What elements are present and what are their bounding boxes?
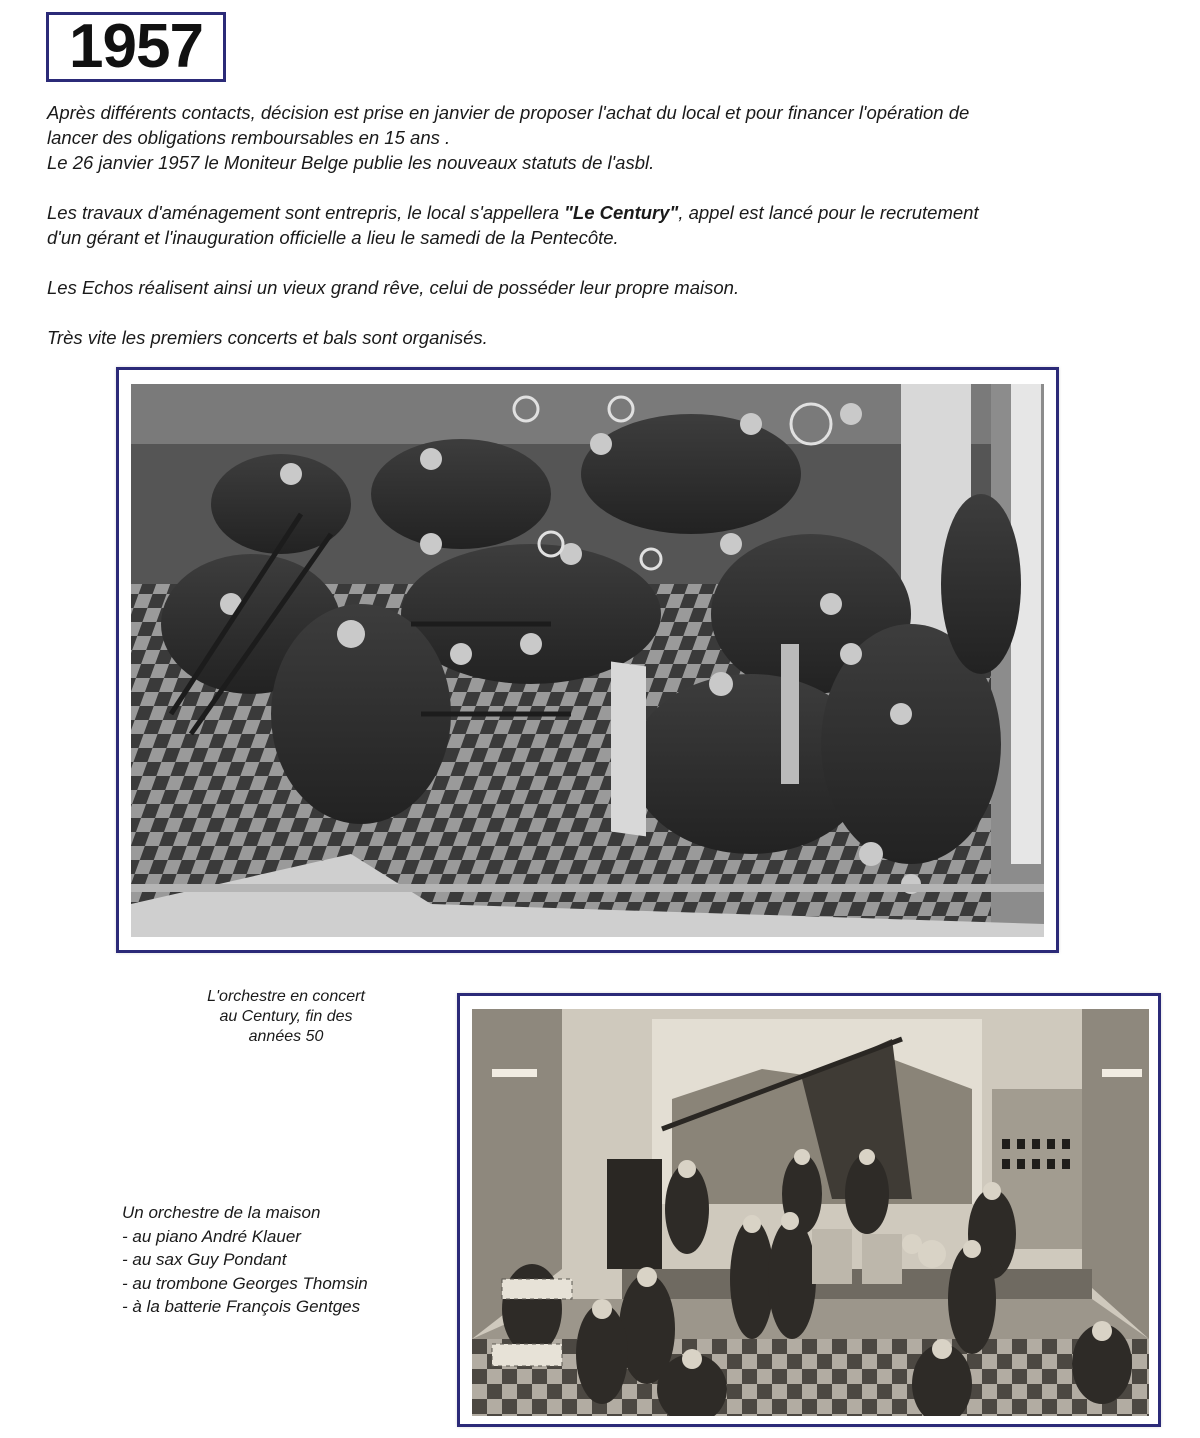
intro-text xyxy=(47,100,1177,350)
house-band-trombonist: - au trombone Georges Thomsin xyxy=(122,1273,368,1293)
paragraph-4: Très vite les premiers concerts et bals sont organisés. xyxy=(47,327,488,348)
concert-photo-frame xyxy=(116,367,1059,953)
house-band-title: Un orchestre de la maison xyxy=(122,1203,321,1222)
paragraph-1-line-1: Après différents contacts, décision est prise en janvier de proposer l'achat du local et pour financer l'opération de xyxy=(47,102,970,123)
house-band-caption xyxy=(122,1201,452,1319)
dance-hall-photo-drawing xyxy=(472,1009,1149,1416)
concert-caption-line-3: années 50 xyxy=(248,1028,324,1045)
orchestra-photo xyxy=(131,384,1044,937)
dance-hall-photo xyxy=(472,1009,1149,1416)
dance-photo-frame xyxy=(457,993,1161,1427)
year-heading-box xyxy=(46,12,226,82)
concert-caption-line-2: au Century, fin des xyxy=(219,1008,353,1025)
paragraph-2-line-1 xyxy=(47,200,1177,225)
paragraph-2-before: Les travaux d'aménagement sont entrepris, le local s'appellera xyxy=(47,202,565,223)
century-name: "Le Century" xyxy=(564,202,679,223)
orchestra-photo-drawing xyxy=(131,384,1044,937)
house-band-pianist: - au piano André Klauer xyxy=(122,1226,301,1246)
concert-caption-line-1: L'orchestre en concert xyxy=(207,988,365,1005)
paragraph-2-after: , appel est lancé pour le recrutement xyxy=(678,202,979,223)
paragraph-2-line-2: d'un gérant et l'inauguration officielle a lieu le samedi de la Pentecôte. xyxy=(47,227,619,248)
paragraph-1-line-2: lancer des obligations remboursables en 15 ans . xyxy=(47,127,451,148)
paragraph-1-line-3: Le 26 janvier 1957 le Moniteur Belge publie les nouveaux statuts de l'asbl. xyxy=(47,152,655,173)
paragraph-3: Les Echos réalisent ainsi un vieux grand rêve, celui de posséder leur propre maison. xyxy=(47,277,740,298)
house-band-drummer: - à la batterie François Gentges xyxy=(122,1297,361,1316)
concert-photo-caption xyxy=(186,987,386,1047)
house-band-saxophonist: - au sax Guy Pondant xyxy=(122,1250,287,1269)
year-heading: 1957 xyxy=(69,12,203,81)
